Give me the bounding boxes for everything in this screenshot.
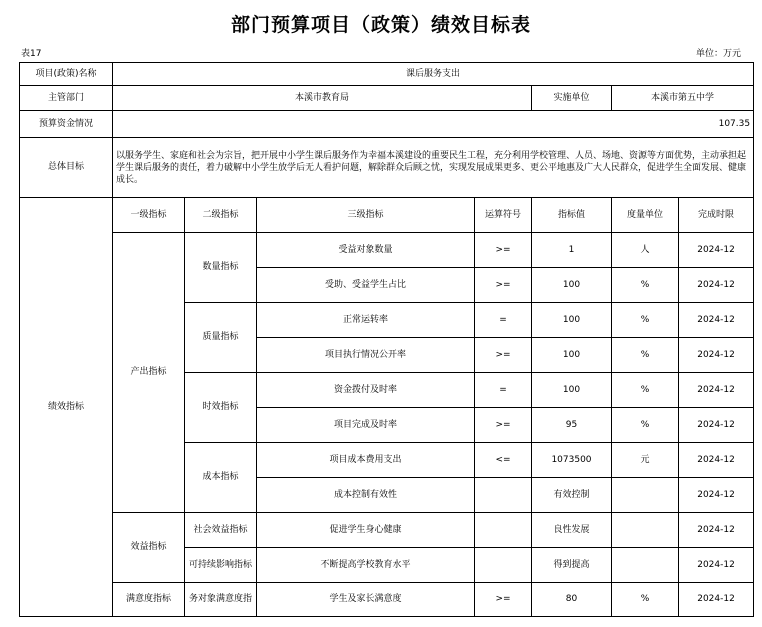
deadline-cell: 2024-12: [679, 233, 754, 268]
department-row: [20, 86, 754, 111]
deadline-cell: 2024-12: [679, 303, 754, 338]
table-row: [20, 513, 754, 548]
operator-cell: [475, 548, 532, 583]
funds-row: [20, 111, 754, 138]
level3-cell: 正常运转率: [257, 303, 475, 338]
header-level3: 三级指标: [257, 198, 475, 233]
operator-cell: [475, 478, 532, 513]
level3-cell: 项目执行情况公开率: [257, 338, 475, 373]
deadline-cell: 2024-12: [679, 338, 754, 373]
unit-cell: %: [612, 373, 679, 408]
table-row: [20, 583, 754, 617]
table-row: [20, 233, 754, 268]
operator-cell: >=: [475, 408, 532, 443]
level2-sustainable: 可持续影响指标: [185, 548, 257, 583]
deadline-cell: 2024-12: [679, 373, 754, 408]
deadline-cell: 2024-12: [679, 443, 754, 478]
level1-benefit: 效益指标: [113, 513, 185, 583]
deadline-cell: 2024-12: [679, 548, 754, 583]
target-cell: 100: [532, 373, 612, 408]
target-cell: 1073500: [532, 443, 612, 478]
unit-label: 单位：万元: [695, 49, 741, 59]
level2-quantity: 数量指标: [185, 233, 257, 303]
project-name-row: [20, 63, 754, 86]
target-cell: 1: [532, 233, 612, 268]
performance-target-table: [19, 62, 754, 617]
overall-goal-row: [20, 138, 754, 198]
unit-cell: [612, 548, 679, 583]
level3-cell: 不断提高学校教育水平: [257, 548, 475, 583]
unit-cell: %: [612, 303, 679, 338]
target-cell: 95: [532, 408, 612, 443]
level3-cell: 成本控制有效性: [257, 478, 475, 513]
level3-cell: 项目完成及时率: [257, 408, 475, 443]
deadline-cell: 2024-12: [679, 513, 754, 548]
header-unit: 度量单位: [612, 198, 679, 233]
header-level2: 二级指标: [185, 198, 257, 233]
table-number: 表17: [21, 49, 42, 59]
unit-cell: %: [612, 408, 679, 443]
operator-cell: >=: [475, 268, 532, 303]
header-level1: 一级指标: [113, 198, 185, 233]
performance-indicator-label: 绩效指标: [20, 198, 113, 617]
operator-cell: >=: [475, 338, 532, 373]
level2-timeliness: 时效指标: [185, 373, 257, 443]
target-cell: 100: [532, 268, 612, 303]
unit-cell: %: [612, 338, 679, 373]
header-deadline: 完成时限: [679, 198, 754, 233]
deadline-cell: 2024-12: [679, 408, 754, 443]
operator-cell: =: [475, 373, 532, 408]
operator-cell: <=: [475, 443, 532, 478]
level3-cell: 学生及家长满意度: [257, 583, 475, 617]
operator-cell: =: [475, 303, 532, 338]
target-cell: 有效控制: [532, 478, 612, 513]
unit-cell: 元: [612, 443, 679, 478]
target-cell: 100: [532, 303, 612, 338]
operator-cell: >=: [475, 233, 532, 268]
operator-cell: [475, 513, 532, 548]
project-name-value: 课后服务支出: [113, 63, 754, 86]
level1-satisfaction: 满意度指标: [113, 583, 185, 617]
level3-cell: 促进学生身心健康: [257, 513, 475, 548]
overall-goal-text: 以服务学生、家庭和社会为宗旨，把开展中小学生课后服务作为幸福本溪建设的重要民生工程，充分利用学校管理、人员、场地、资源等方面优势，主动承担起学生课后服务的责任，着力破解中小学生放学后无人看护问题，解除群众后顾之忧，实现发展成果更多、更公平地惠及广大人民群众，促进学生全面发展、健康成长。: [113, 138, 754, 198]
level2-cost: 成本指标: [185, 443, 257, 513]
unit-cell: [612, 513, 679, 548]
level2-social: 社会效益指标: [185, 513, 257, 548]
level2-quality: 质量指标: [185, 303, 257, 373]
level2-service-object: 务对象满意度指: [185, 583, 257, 617]
level1-output: 产出指标: [113, 233, 185, 513]
project-name-label: 项目(政策)名称: [20, 63, 113, 86]
header-target-value: 指标值: [532, 198, 612, 233]
unit-cell: [612, 478, 679, 513]
funds-value: 107.35: [113, 111, 754, 138]
department-label: 主管部门: [20, 86, 113, 111]
level3-cell: 项目成本费用支出: [257, 443, 475, 478]
deadline-cell: 2024-12: [679, 478, 754, 513]
deadline-cell: 2024-12: [679, 583, 754, 617]
overall-goal-label: 总体目标: [20, 138, 113, 198]
target-cell: 得到提高: [532, 548, 612, 583]
implementing-unit-value: 本溪市第五中学: [612, 86, 754, 111]
funds-label: 预算资金情况: [20, 111, 113, 138]
unit-cell: %: [612, 268, 679, 303]
level3-cell: 受助、受益学生占比: [257, 268, 475, 303]
target-cell: 良性发展: [532, 513, 612, 548]
level3-cell: 资金拨付及时率: [257, 373, 475, 408]
operator-cell: >=: [475, 583, 532, 617]
page-title: 部门预算项目（政策）绩效目标表: [230, 14, 531, 36]
target-cell: 100: [532, 338, 612, 373]
unit-cell: 人: [612, 233, 679, 268]
target-cell: 80: [532, 583, 612, 617]
unit-cell: %: [612, 583, 679, 617]
level3-cell: 受益对象数量: [257, 233, 475, 268]
deadline-cell: 2024-12: [679, 268, 754, 303]
implementing-unit-label: 实施单位: [532, 86, 612, 111]
header-operator: 运算符号: [475, 198, 532, 233]
department-value: 本溪市教育局: [113, 86, 532, 111]
indicator-header-row: [20, 198, 754, 233]
